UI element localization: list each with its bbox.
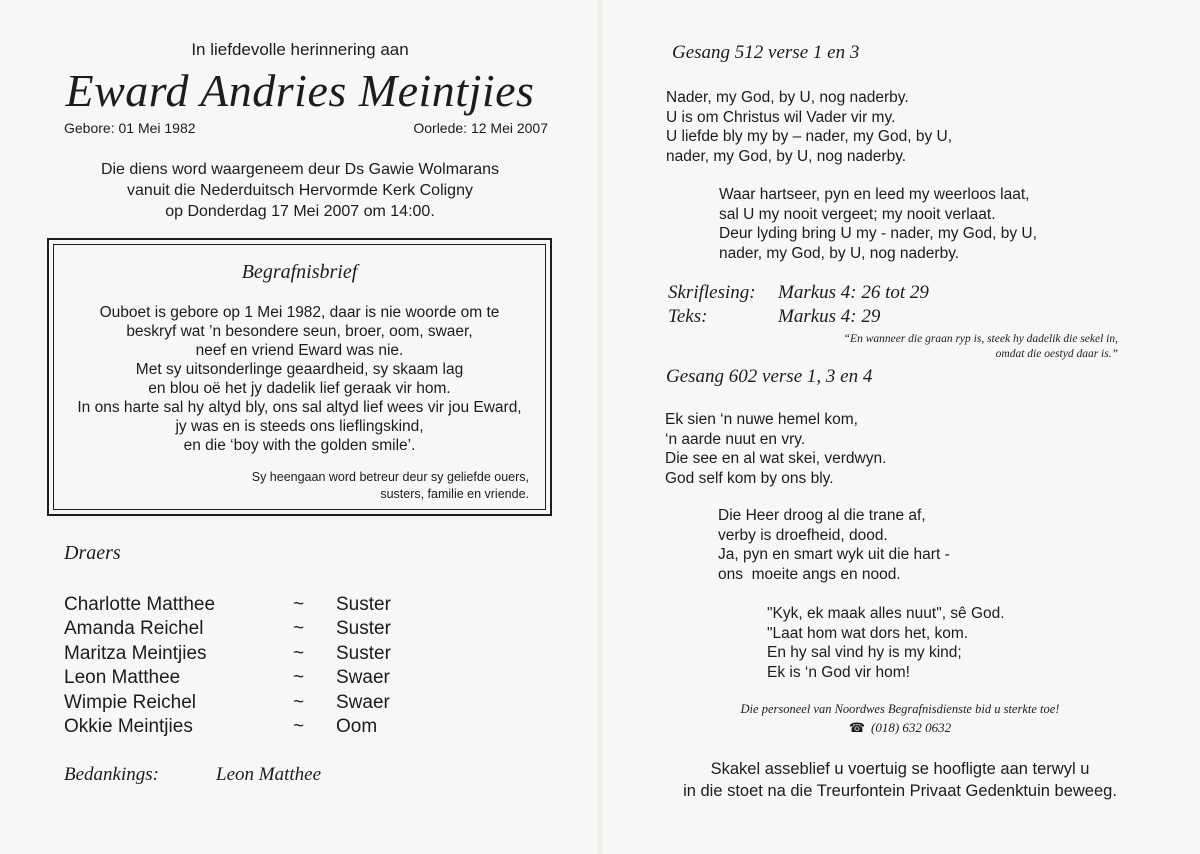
funeral-letter-signoff [209,469,529,503]
hymn-verse: Die Heer droog al die trane af, verby is droefheid, dood. Ja, pyn en smart wyk uit die hart - ons moeite angs en nood. [718,507,950,584]
service-line: op Donderdag 17 Mei 2007 om 14:00. [165,203,435,220]
right-page [600,0,1200,854]
thanks-label: Bedankings: [64,764,159,785]
hymn-verse: Nader, my God, by U, nog naderby. U is om Christus wil Vader vir my. U liefde bly my by – nader, my God, by U, nader, my God, by U, nog naderby. [666,89,953,166]
signoff-line: susters, familie en vriende. [380,487,529,501]
letter-line: In ons harte sal hy altyd bly, ons sal altyd lief wees vir jou Eward, [77,399,522,416]
bearer-row [64,716,404,740]
life-dates [64,120,548,136]
bearer-relation: Oom [336,715,378,737]
bearers-list [64,594,404,740]
phone-number-line [600,720,1200,736]
bearer-relation: Suster [336,642,391,664]
death-date: Oorlede: 12 Mei 2007 [413,120,548,136]
letter-line: neef en vriend Eward was nie. [195,342,404,359]
hymn-title: Gesang 602 verse 1, 3 en 4 [666,366,873,387]
closing-instruction [600,758,1200,802]
bearer-row [64,618,404,642]
bearer-separator: ~ [293,642,305,664]
bearer-separator: ~ [293,618,305,640]
bearers-title: Draers [64,542,121,564]
letter-line: beskryf wat ’n besondere seun, broer, oom, swaer, [126,323,473,340]
letter-line: Met sy uitsonderlinge geaardheid, sy skaam lag [135,361,464,378]
birth-date: Gebore: 01 Mei 1982 [64,120,196,136]
funeral-company-message: Die personeel van Noordwes Begrafnisdienste bid u sterkte toe! [740,702,1060,716]
bearer-name: Charlotte Matthee [64,594,216,615]
funeral-letter-frame [47,238,552,516]
funeral-letter-inner-border [53,244,546,510]
bearer-name: Okkie Meintjies [64,715,193,737]
bearer-name: Wimpie Reichel [64,691,196,713]
hymn-verse: Ek sien ‘n nuwe hemel kom, ‘n aarde nuut en vry. Die see en al wat skei, verdwyn. God self kom by ons bly. [665,411,887,488]
closing-line: in die stoet na die Treurfontein Privaat Gedenktuin beweeg. [683,782,1117,800]
bearer-relation: Suster [336,594,391,615]
hymn-title: Gesang 512 verse 1 en 3 [672,42,860,63]
scripture-reading-value: Markus 4: 26 tot 29 [778,282,929,303]
bearer-separator: ~ [293,667,305,689]
quote-line: omdat die oestyd daar is.” [995,348,1118,360]
bearer-separator: ~ [293,715,305,737]
service-details [0,159,600,222]
text-value: Markus 4: 29 [778,306,881,327]
scripture-quote [758,332,1118,362]
telephone-icon: ☎ [848,720,866,735]
closing-line: Skakel asseblief u voertuig se hoofligte aan terwyl u [710,760,1090,778]
intro-line: In liefdevolle herinnering aan [191,40,409,59]
deceased-name: Eward Andries Meintjies [65,65,535,116]
letter-line: jy was en is steeds ons lieflingskind, [175,418,424,435]
service-line: Die diens word waargeneem deur Ds Gawie Wolmarans [100,161,500,178]
bearer-row [64,594,404,618]
hymn-verse: Waar hartseer, pyn en leed my weerloos laat, sal U my nooit vergeet; my nooit verlaat. Deur lyding bring U my - nader, my God, by U, nader, my God, by U, nog naderby. [719,186,1037,263]
thanks-name: Leon Matthee [216,764,322,785]
bearer-name: Maritza Meintjies [64,642,207,664]
bearer-name: Amanda Reichel [64,618,204,640]
scripture-reading-label: Skriflesing: [668,282,756,303]
bearer-row [64,667,404,691]
bearer-separator: ~ [293,594,305,615]
signoff-line: Sy heengaan word betreur deur sy geliefde ouers, [251,470,529,484]
bearer-relation: Suster [336,618,391,640]
bearer-name: Leon Matthee [64,667,181,689]
service-line: vanuit die Nederduitsch Hervormde Kerk Coligny [127,182,473,199]
phone-number: (018) 632 0632 [871,720,952,735]
funeral-letter-title: Begrafnisbrief [241,261,358,283]
hymn-verse: "Kyk, ek maak alles nuut", sê God. "Laat hom wat dors het, kom. En hy sal vind hy is my kind; Ek is ‘n God vir hom! [767,605,1005,682]
letter-line: en die ‘boy with the golden smile’. [183,437,416,454]
bearer-row [64,643,404,667]
bearer-relation: Swaer [336,667,390,689]
letter-line: Ouboet is gebore op 1 Mei 1982, daar is nie woorde om te [99,304,500,321]
funeral-letter-body [54,303,545,455]
letter-line: en blou oë het jy dadelik lief geraak vir hom. [148,380,451,397]
quote-line: “En wanneer die graan ryp is, steek hy dadelik die sekel in, [843,333,1118,345]
bearer-row [64,692,404,716]
bearer-separator: ~ [293,691,305,713]
text-label: Teks: [668,306,708,327]
bearer-relation: Swaer [336,691,390,713]
